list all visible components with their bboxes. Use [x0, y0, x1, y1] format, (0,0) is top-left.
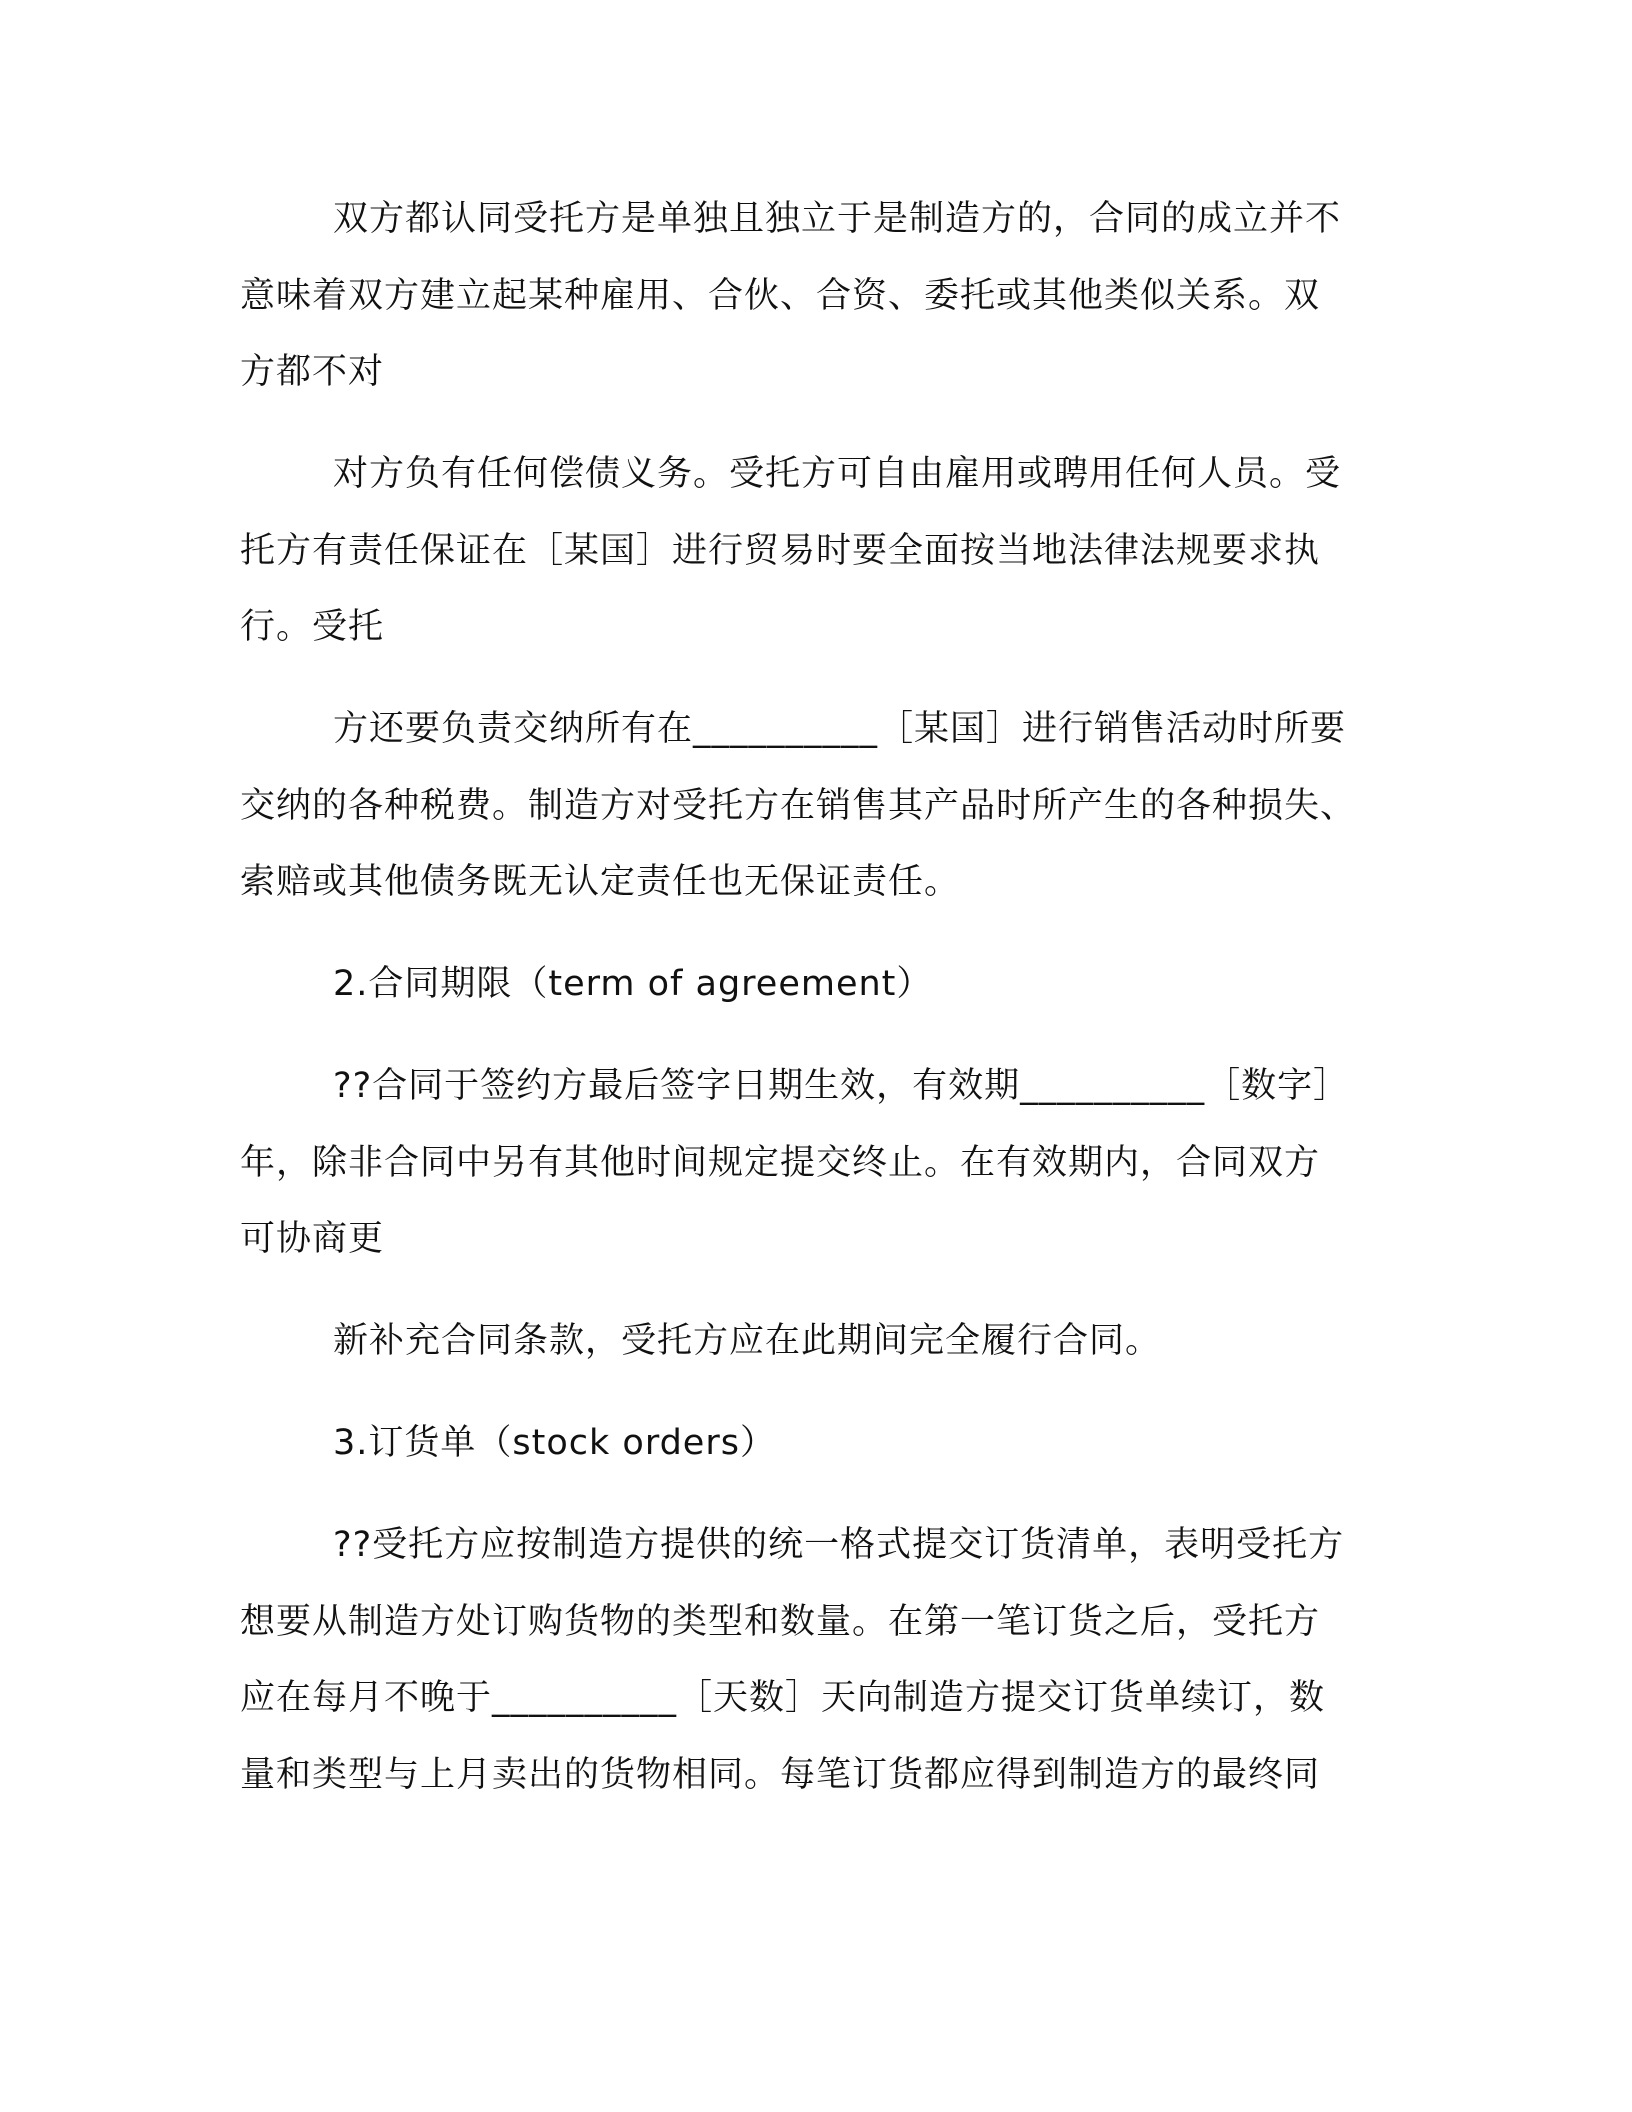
paragraph-line: 方还要负责交纳所有在__________［某国］进行销售活动时所要	[333, 709, 1347, 749]
paragraph-line: 索赔或其他债务既无认定责任也无保证责任。	[240, 862, 961, 902]
paragraph-line: 新补充合同条款，受托方应在此期间完全履行合同。	[333, 1321, 1162, 1361]
paragraph-line: ??受托方应按制造方提供的统一格式提交订货清单，表明受托方	[333, 1525, 1345, 1565]
paragraph-line: 行。受托	[240, 607, 385, 647]
section-heading: 3.订货单（stock orders）	[333, 1423, 776, 1463]
paragraph-line: 可协商更	[240, 1219, 385, 1259]
paragraph-line: 想要从制造方处订购货物的类型和数量。在第一笔订货之后，受托方	[240, 1602, 1321, 1642]
paragraph-line: 双方都认同受托方是单独且独立于是制造方的，合同的成立并不	[333, 199, 1342, 239]
paragraph-line: 量和类型与上月卖出的货物相同。每笔订货都应得到制造方的最终同	[240, 1755, 1321, 1795]
paragraph-line: 意味着双方建立起某种雇用、合伙、合资、委托或其他类似关系。双	[240, 276, 1321, 316]
paragraph-line: 交纳的各种税费。制造方对受托方在销售其产品时所产生的各种损失、	[240, 786, 1357, 826]
paragraph-line: 方都不对	[240, 352, 385, 392]
paragraph-line: ??合同于签约方最后签字日期生效，有效期__________［数字］	[333, 1066, 1350, 1106]
paragraph-line: 对方负有任何偿债义务。受托方可自由雇用或聘用任何人员。受	[333, 454, 1342, 494]
paragraph-line: 应在每月不晚于__________［天数］天向制造方提交订货单续订，数	[240, 1678, 1326, 1718]
section-heading: 2.合同期限（term of agreement）	[333, 964, 933, 1004]
paragraph-line: 年，除非合同中另有其他时间规定提交终止。在有效期内，合同双方	[240, 1143, 1321, 1183]
paragraph-line: 托方有责任保证在［某国］进行贸易时要全面按当地法律法规要求执	[240, 531, 1321, 571]
